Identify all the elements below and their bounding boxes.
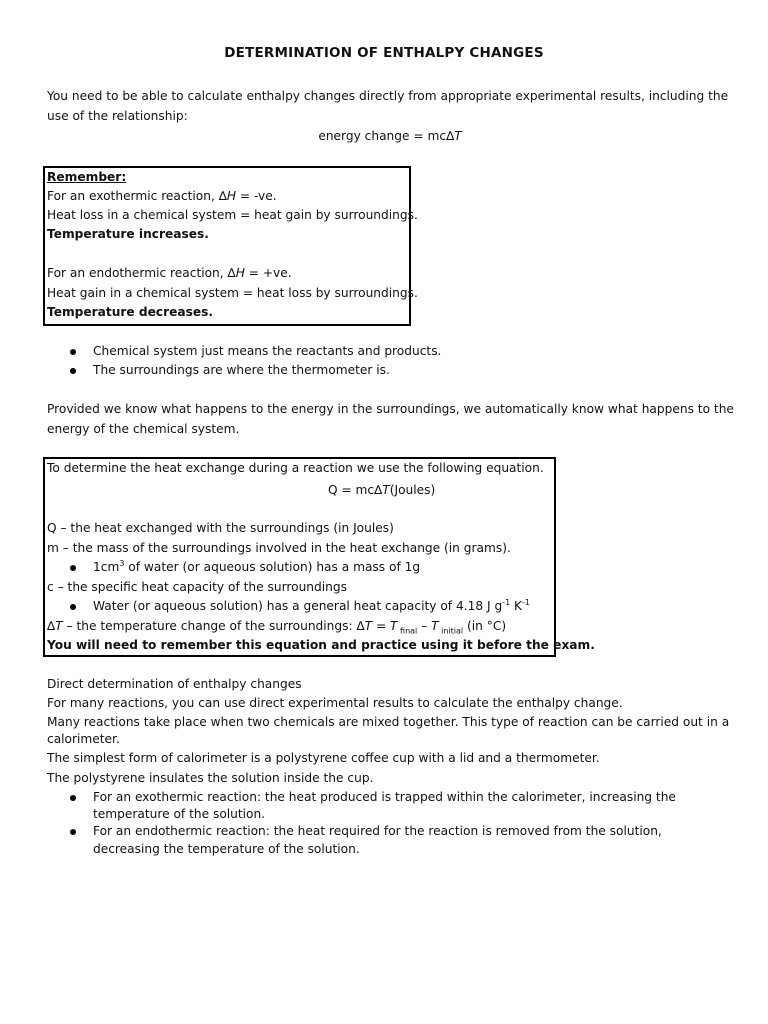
list-item: Chemical system just means the reactants and products. (93, 344, 442, 358)
exothermic-definition: For an exothermic reaction, ∆H = -ve. (47, 189, 277, 203)
direct-line-2: Many reactions take place when two chemicals are mixed together. This type of reaction can be carried out in a (47, 715, 730, 729)
bullet-icon (70, 604, 76, 610)
exothermic-temperature-statement: Temperature increases. (47, 227, 209, 241)
water-mass-fact: $1cm^3$ of water (or aqueous solution) has a mass of 1g (93, 558, 421, 574)
m-definition: m – the mass of the surroundings involved in the heat exchange (in grams). (47, 541, 511, 555)
direct-line-1: For many reactions, you can use direct experimental results to calculate the enthalpy change. (47, 696, 623, 710)
delta-t-definition: ∆T – the temperature change of the surroundings: ∆T = T $_{final}$ – T $_{initial}$ (in °C) (47, 619, 507, 636)
direct-line-5: The polystyrene insulates the solution inside the cup. (47, 771, 374, 785)
direct-line-4: The simplest form of calorimeter is a polystyrene coffee cup with a lid and a thermometer. (47, 751, 600, 765)
exothermic-calorimeter-line-2: temperature of the solution. (93, 807, 266, 821)
provided-line-2: energy of the chemical system. (47, 422, 240, 436)
energy-change-equation: energy change = mc∆T (318, 129, 462, 143)
endothermic-temperature-statement: Temperature decreases. (47, 305, 214, 319)
endothermic-calorimeter-line-2: decreasing the temperature of the solution. (93, 842, 360, 856)
exothermic-heat-statement: Heat loss in a chemical system = heat gain by surroundings. (47, 208, 418, 222)
exothermic-calorimeter-line-1: For an exothermic reaction: the heat produced is trapped within the calorimeter, increasing the (93, 790, 676, 804)
bullet-icon (70, 829, 76, 835)
equation-intro: To determine the heat exchange during a reaction we use the following equation. (47, 461, 544, 475)
bullet-icon (70, 349, 76, 355)
endothermic-calorimeter-line-1: For an endothermic reaction: the heat required for the reaction is removed from the solution, (93, 824, 662, 838)
intro-line-2: use of the relationship: (47, 109, 188, 123)
remember-heading: Remember: (47, 170, 127, 184)
bullet-icon (70, 368, 76, 374)
direct-heading: Direct determination of enthalpy changes (47, 677, 302, 691)
q-definition: Q – the heat exchanged with the surroundings (in Joules) (47, 521, 394, 535)
heat-exchange-equation: Q = mc∆T(Joules) (328, 483, 436, 497)
bullet-icon (70, 565, 76, 571)
c-definition: c – the specific heat capacity of the surroundings (47, 580, 347, 594)
bullet-icon (70, 795, 76, 801)
provided-line-1: Provided we know what happens to the energy in the surroundings, we automatically know what happens to the (47, 402, 734, 416)
endothermic-definition: For an endothermic reaction, ∆H = +ve. (47, 266, 292, 280)
intro-line-1: You need to be able to calculate enthalpy changes directly from appropriate experimental results, including the (47, 89, 729, 103)
remember-equation-note: You will need to remember this equation and practice using it before the exam. (47, 638, 595, 652)
water-heat-capacity-fact: Water (or aqueous solution) has a general heat capacity of 4.18 J $g^{-1}$ $K^{-1}$ (93, 597, 531, 613)
page-title: DETERMINATION OF ENTHALPY CHANGES (224, 45, 544, 61)
endothermic-heat-statement: Heat gain in a chemical system = heat loss by surroundings. (47, 286, 418, 300)
direct-line-3: calorimeter. (47, 732, 120, 746)
list-item: The surroundings are where the thermometer is. (93, 363, 390, 377)
